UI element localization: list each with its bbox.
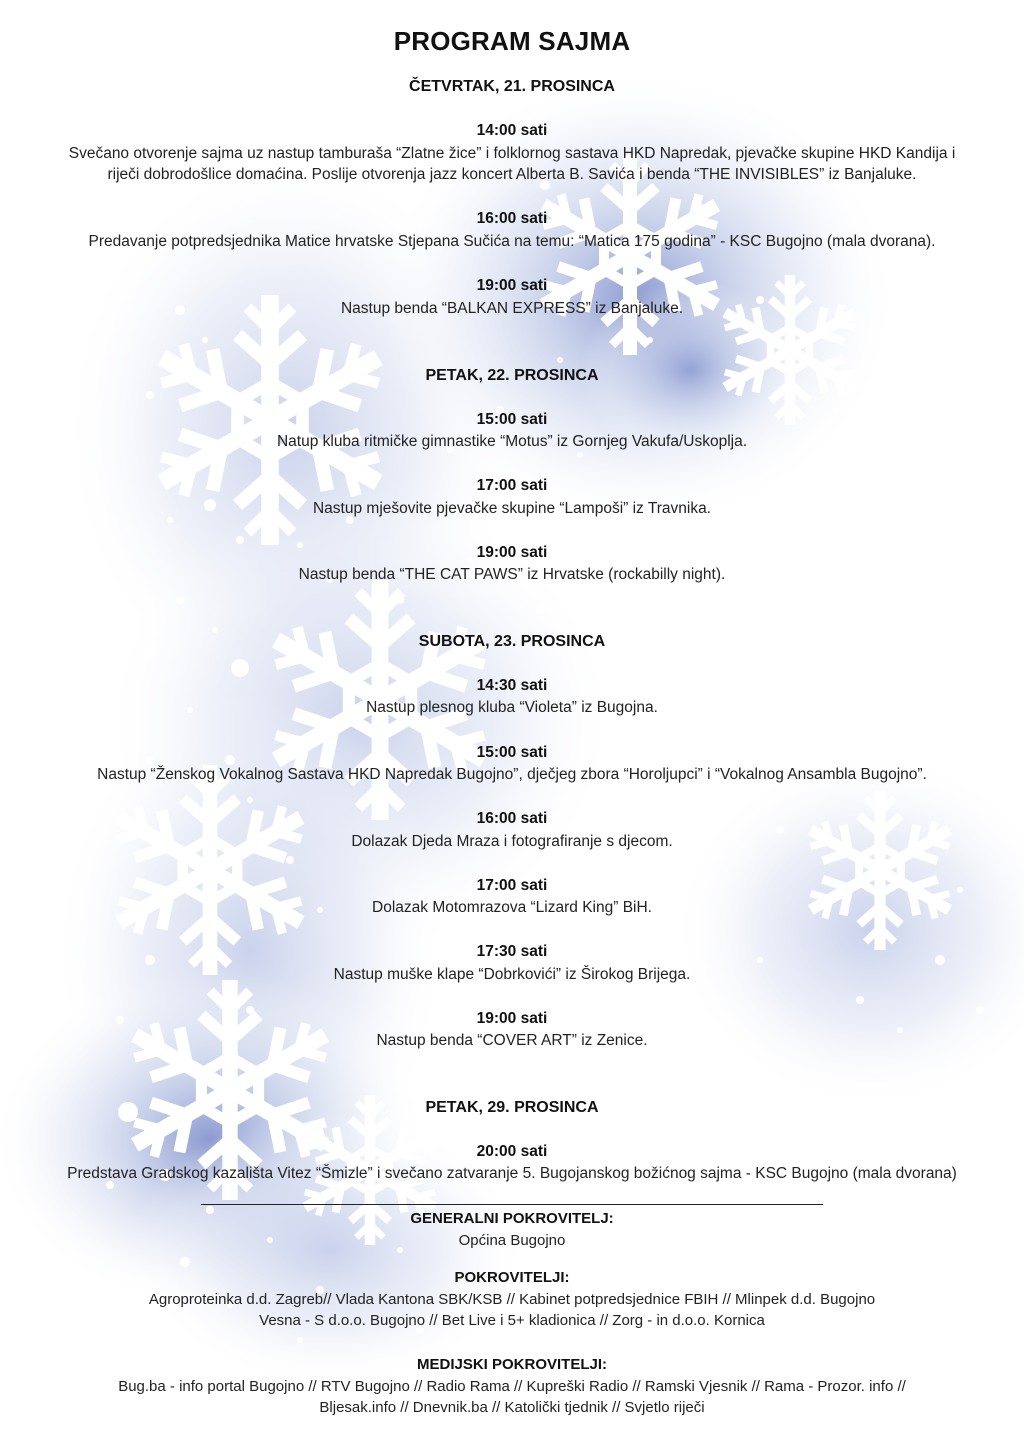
event-time: 19:00 sati [476, 544, 548, 561]
event-description: Dolazak Djeda Mraza i fotografiranje s djecom. [351, 833, 673, 850]
sponsor-line: Bug.ba - info portal Bugojno // RTV Bugojno // Radio Rama // Kupreški Radio // Ramski Vjesnik // Rama - Prozor. info // [118, 1378, 906, 1395]
event-description: Dolazak Motomrazova “Lizard King” BiH. [372, 899, 652, 916]
divider [201, 1204, 823, 1205]
sponsor-line: Vesna - S d.o.o. Bugojno // Bet Live i 5+ kladionica // Zorg - in d.o.o. Kornica [259, 1312, 765, 1329]
event-time: 19:00 sati [476, 277, 548, 294]
event-description: riječi dobrodošlice domaćina. Poslije otvorenja jazz koncert Alberta B. Savića i benda “THE INVISIBLES” iz Banjaluke. [107, 166, 917, 183]
event-time: 16:00 sati [476, 810, 548, 827]
event-time: 15:00 sati [476, 744, 548, 761]
event-description: Nastup benda “BALKAN EXPRESS” iz Banjaluke. [340, 300, 684, 317]
event-description: Natup kluba ritmičke gimnastike “Motus” iz Gornjeg Vakufa/Uskoplja. [276, 433, 748, 450]
event-time: 17:00 sati [476, 477, 548, 494]
day-heading: ČETVRTAK, 21. PROSINCA [409, 78, 615, 95]
sponsor-label: GENERALNI POKROVITELJ: [410, 1210, 614, 1227]
day-heading: SUBOTA, 23. PROSINCA [418, 633, 606, 650]
page-title: PROGRAM SAJMA [393, 26, 631, 56]
event-time: 20:00 sati [476, 1143, 548, 1160]
event-time: 14:30 sati [476, 677, 548, 694]
event-time: 16:00 sati [476, 210, 548, 227]
sponsor-label: POKROVITELJI: [454, 1269, 570, 1286]
sponsor-line: Općina Bugojno [458, 1232, 566, 1249]
event-time: 14:00 sati [476, 122, 548, 139]
day-heading: PETAK, 29. PROSINCA [425, 1099, 599, 1116]
sponsor-line: Agroproteinka d.d. Zagreb// Vlada Kantona SBK/KSB // Kabinet potpredsjednice FBIH // Mlinpek d.d. Bugojno [148, 1291, 876, 1308]
event-description: Svečano otvorenje sajma uz nastup tamburaša “Zlatne žice” i folklornog sastava HKD Napredak, pjevačke skupine HKD Kandija i [68, 145, 956, 162]
event-description: Nastup “Ženskog Vokalnog Sastava HKD Napredak Bugojno”, dječjeg zbora “Horoljupci” i “Vokalnog Ansambla Bugojno”. [97, 766, 927, 783]
event-time: 17:00 sati [476, 877, 548, 894]
event-description: Nastup muške klape “Dobrkovići” iz Širokog Brijega. [333, 966, 691, 983]
event-description: Predavanje potpredsjednika Matice hrvatske Stjepana Sučića na temu: “Matica 175 godina” - KSC Bugojno (mala dvorana). [88, 233, 936, 250]
event-time: 15:00 sati [476, 411, 548, 428]
sponsor-line: Bljesak.info // Dnevnik.ba // Katolički tjednik // Svjetlo riječi [319, 1399, 705, 1416]
sponsor-label: MEDIJSKI POKROVITELJI: [416, 1356, 608, 1373]
event-description: Predstava Gradskog kazališta Vitez “Šmizle” i svečano zatvaranje 5. Bugojanskog božićnog sajma - KSC Bugojno (mala dvorana) [67, 1165, 957, 1182]
event-description: Nastup mješovite pjevačke skupine “Lampoši” iz Travnika. [312, 500, 711, 517]
event-time: 19:00 sati [476, 1010, 548, 1027]
event-description: Nastup benda “THE CAT PAWS” iz Hrvatske (rockabilly night). [298, 566, 726, 583]
day-heading: PETAK, 22. PROSINCA [425, 367, 599, 384]
event-description: Nastup plesnog kluba “Violeta” iz Bugojna. [366, 699, 658, 716]
event-description: Nastup benda “COVER ART” iz Zenice. [376, 1032, 648, 1049]
event-time: 17:30 sati [476, 943, 548, 960]
